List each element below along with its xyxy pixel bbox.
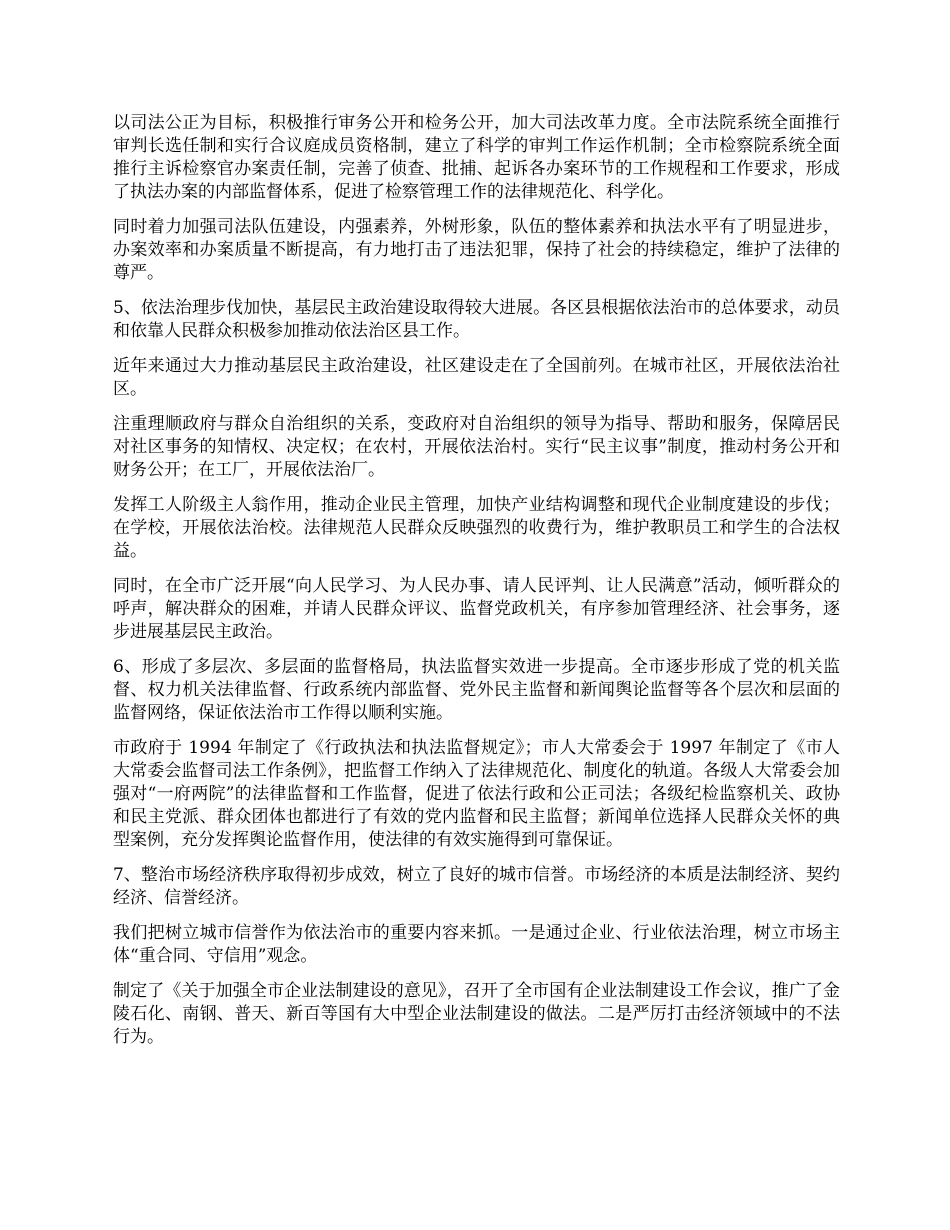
paragraph-8: 6、形成了多层次、多层面的监督格局，执法监督实效进一步提高。全市逐步形成了党的机关监督、权力机关法律监督、行政系统内部监督、党外民主监督和新闻舆论监督等各个层次和层面的监督网络，保证依法治市工作得以顺利实施。 [113, 657, 840, 723]
paragraph-5: 注重理顺政府与群众自治组织的关系，变政府对自治组织的领导为指导、帮助和服务，保障居民对社区事务的知情权、决定权；在农村，开展依法治村。实行“民主议事”制度，推动村务公开和财务公开；在工厂，开展依法治厂。 [113, 414, 840, 480]
paragraph-4: 近年来通过大力推动基层民主政治建设，社区建设走在了全国前列。在城市社区，开展依法治社区。 [113, 356, 840, 399]
document-body [113, 112, 840, 1061]
paragraph-12: 制定了《关于加强全市企业法制建设的意见》，召开了全市国有企业法制建设工作会议，推广了金陵石化、南钢、普天、新百等国有大中型企业法制建设的做法。二是严厉打击经济领域中的不法行为。 [113, 981, 840, 1047]
paragraph-10: 7、整治市场经济秩序取得初步成效，树立了良好的城市信誉。市场经济的本质是法制经济、契约经济、信誉经济。 [113, 865, 840, 908]
paragraph-2: 同时着力加强司法队伍建设，内强素养，外树形象，队伍的整体素养和执法水平有了明显进步，办案效率和办案质量不断提高，有力地打击了违法犯罪，保持了社会的持续稳定，维护了法律的尊严。 [113, 217, 840, 283]
paragraph-9: 市政府于 1994 年制定了《行政执法和执法监督规定》；市人大常委会于 1997 年制定了《市人大常委会监督司法工作条例》，把监督工作纳入了法律规范化、制度化的轨道。各级人大常委会加强对“一府两院”的法律监督和工作监督，促进了依法行政和公正司法；各级纪检监察机关、政协和民主党派、群众团体也都进行了有效的党内监督和民主监督；新闻单位选择人民群众关怀的典型案例，充分发挥舆论监督作用，使法律的有效实施得到可靠保证。 [113, 738, 840, 850]
paragraph-6: 发挥工人阶级主人翁作用，推动企业民主管理，加快产业结构调整和现代企业制度建设的步伐；在学校，开展依法治校。法律规范人民群众反映强烈的收费行为，维护教职员工和学生的合法权益。 [113, 495, 840, 561]
paragraph-3: 5、依法治理步伐加快，基层民主政治建设取得较大进展。各区县根据依法治市的总体要求，动员和依靠人民群众积极参加推动依法治区县工作。 [113, 298, 840, 341]
paragraph-11: 我们把树立城市信誉作为依法治市的重要内容来抓。一是通过企业、行业依法治理，树立市场主体“重合同、守信用”观念。 [113, 923, 840, 966]
paragraph-1: 以司法公正为目标，积极推行审务公开和检务公开，加大司法改革力度。全市法院系统全面推行审判长选任制和实行合议庭成员资格制，建立了科学的审判工作运作机制；全市检察院系统全面推行主诉检察官办案责任制，完善了侦查、批捕、起诉各办案环节的工作规程和工作要求，形成了执法办案的内部监督体系，促进了检察管理工作的法律规范化、科学化。 [113, 113, 840, 202]
paragraph-7: 同时，在全市广泛开展“向人民学习、为人民办事、请人民评判、让人民满意”活动，倾听群众的呼声，解决群众的困难，并请人民群众评议、监督党政机关，有序参加管理经济、社会事务，逐步进展基层民主政治。 [113, 576, 840, 642]
